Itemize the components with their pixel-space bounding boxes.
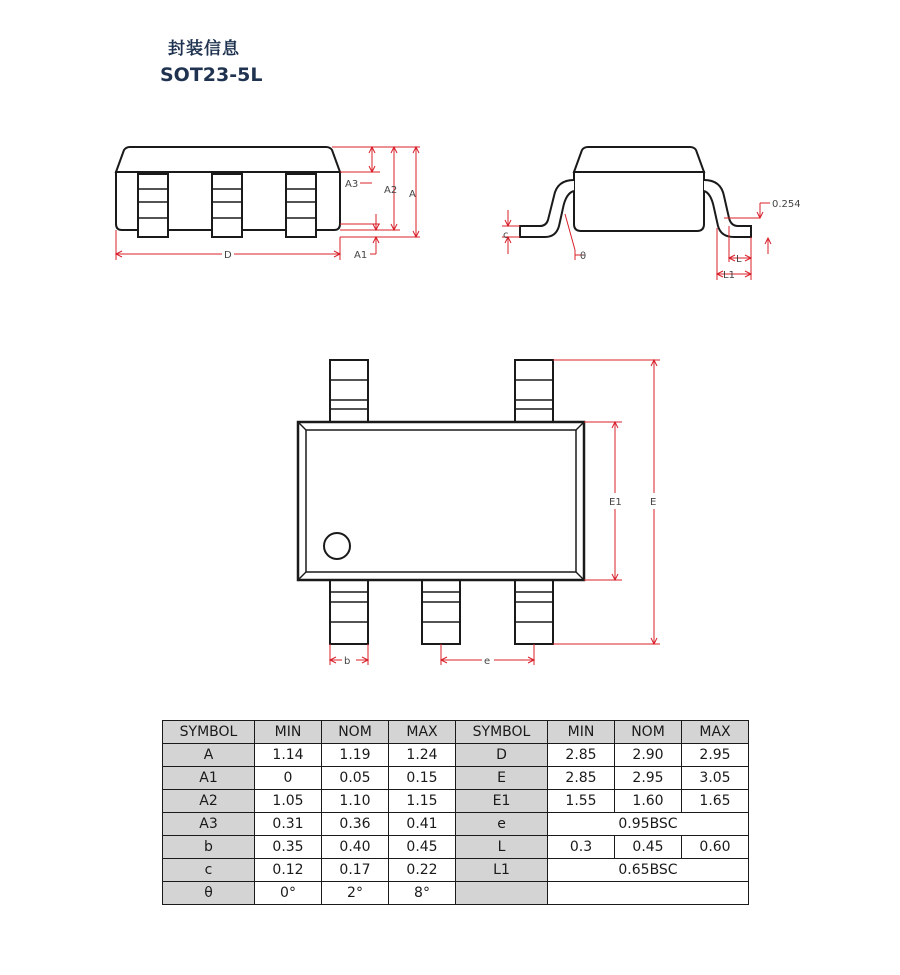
dim-label-e1: E1	[609, 497, 622, 508]
symbol-cell: L	[456, 836, 548, 859]
dim-label-e: E	[650, 497, 657, 508]
max-cell: 8°	[389, 882, 456, 905]
nom-cell: 1.60	[615, 790, 682, 813]
nom-cell: 1.10	[322, 790, 389, 813]
max-cell: 0.15	[389, 767, 456, 790]
column-header: MIN	[548, 721, 615, 744]
dim-label-d: D	[224, 250, 232, 261]
column-header: MAX	[682, 721, 749, 744]
symbol-cell: e	[456, 813, 548, 836]
nom-cell: 2.95	[615, 767, 682, 790]
nom-cell: 2.90	[615, 744, 682, 767]
max-cell: 0.41	[389, 813, 456, 836]
nom-cell: 0.40	[322, 836, 389, 859]
front-view	[116, 147, 420, 261]
column-header: SYMBOL	[163, 721, 255, 744]
symbol-cell: E1	[456, 790, 548, 813]
symbol-cell: c	[163, 859, 255, 882]
table-row	[163, 767, 749, 790]
page-title: 封装信息	[168, 39, 240, 59]
min-cell: 1.55	[548, 790, 615, 813]
top-view	[298, 360, 660, 667]
min-cell: 0.12	[255, 859, 322, 882]
symbol-cell: A	[163, 744, 255, 767]
front-lead-3	[286, 174, 316, 237]
dim-label-l: L	[736, 254, 742, 265]
symbol-cell: D	[456, 744, 548, 767]
front-lead-2	[212, 174, 242, 237]
table-row	[163, 790, 749, 813]
nom-cell: 0.17	[322, 859, 389, 882]
spanned-value-cell: 0.65BSC	[548, 859, 749, 882]
max-cell: 0.60	[682, 836, 749, 859]
spanned-value-cell: 0.95BSC	[548, 813, 749, 836]
dimension-table-body	[163, 721, 749, 905]
nom-cell: 2°	[322, 882, 389, 905]
nom-cell: 0.45	[615, 836, 682, 859]
max-cell: 1.65	[682, 790, 749, 813]
symbol-cell: L1	[456, 859, 548, 882]
column-header: SYMBOL	[456, 721, 548, 744]
min-cell: 0°	[255, 882, 322, 905]
min-cell: 1.14	[255, 744, 322, 767]
max-cell: 1.24	[389, 744, 456, 767]
nom-cell: 0.05	[322, 767, 389, 790]
spanned-value-cell	[548, 882, 749, 905]
dim-label-theta: θ	[580, 251, 587, 262]
table-header-row	[163, 721, 749, 744]
min-cell: 0.3	[548, 836, 615, 859]
symbol-cell: A3	[163, 813, 255, 836]
top-lead-lower-left	[330, 580, 368, 644]
dim-label-e-pitch: e	[484, 656, 491, 667]
max-cell: 1.15	[389, 790, 456, 813]
column-header: NOM	[322, 721, 389, 744]
column-header: MAX	[389, 721, 456, 744]
dim-label-c: c	[503, 230, 509, 241]
symbol-cell: A2	[163, 790, 255, 813]
column-header: MIN	[255, 721, 322, 744]
dim-label-a2: A2	[384, 185, 398, 196]
symbol-cell: E	[456, 767, 548, 790]
max-cell: 2.95	[682, 744, 749, 767]
front-lead-1	[138, 174, 168, 237]
min-cell: 2.85	[548, 744, 615, 767]
dimension-table	[162, 720, 749, 905]
nom-cell: 1.19	[322, 744, 389, 767]
table-row	[163, 744, 749, 767]
dim-label-lead-offset: 0.254	[772, 199, 801, 210]
nom-cell: 0.36	[322, 813, 389, 836]
dim-label-a3: A3	[345, 179, 359, 190]
min-cell: 2.85	[548, 767, 615, 790]
max-cell: 3.05	[682, 767, 749, 790]
max-cell: 0.45	[389, 836, 456, 859]
package-name: SOT23-5L	[160, 64, 263, 86]
side-view	[502, 147, 801, 281]
min-cell: 0	[255, 767, 322, 790]
top-lead-upper-left	[330, 360, 368, 422]
min-cell: 0.35	[255, 836, 322, 859]
symbol-cell: θ	[163, 882, 255, 905]
symbol-cell: A1	[163, 767, 255, 790]
top-lead-lower-right	[515, 580, 553, 644]
top-lead-upper-right	[515, 360, 553, 422]
dim-label-l1: L1	[723, 270, 735, 281]
top-lead-lower-middle	[422, 580, 460, 644]
table-row	[163, 882, 749, 905]
dim-label-a1: A1	[354, 250, 368, 261]
table-row	[163, 836, 749, 859]
symbol-cell: b	[163, 836, 255, 859]
symbol-cell	[456, 882, 548, 905]
min-cell: 1.05	[255, 790, 322, 813]
dim-label-b: b	[344, 656, 351, 667]
dim-label-a: A	[409, 189, 416, 200]
min-cell: 0.31	[255, 813, 322, 836]
table-row	[163, 859, 749, 882]
table-row	[163, 813, 749, 836]
max-cell: 0.22	[389, 859, 456, 882]
column-header: NOM	[615, 721, 682, 744]
